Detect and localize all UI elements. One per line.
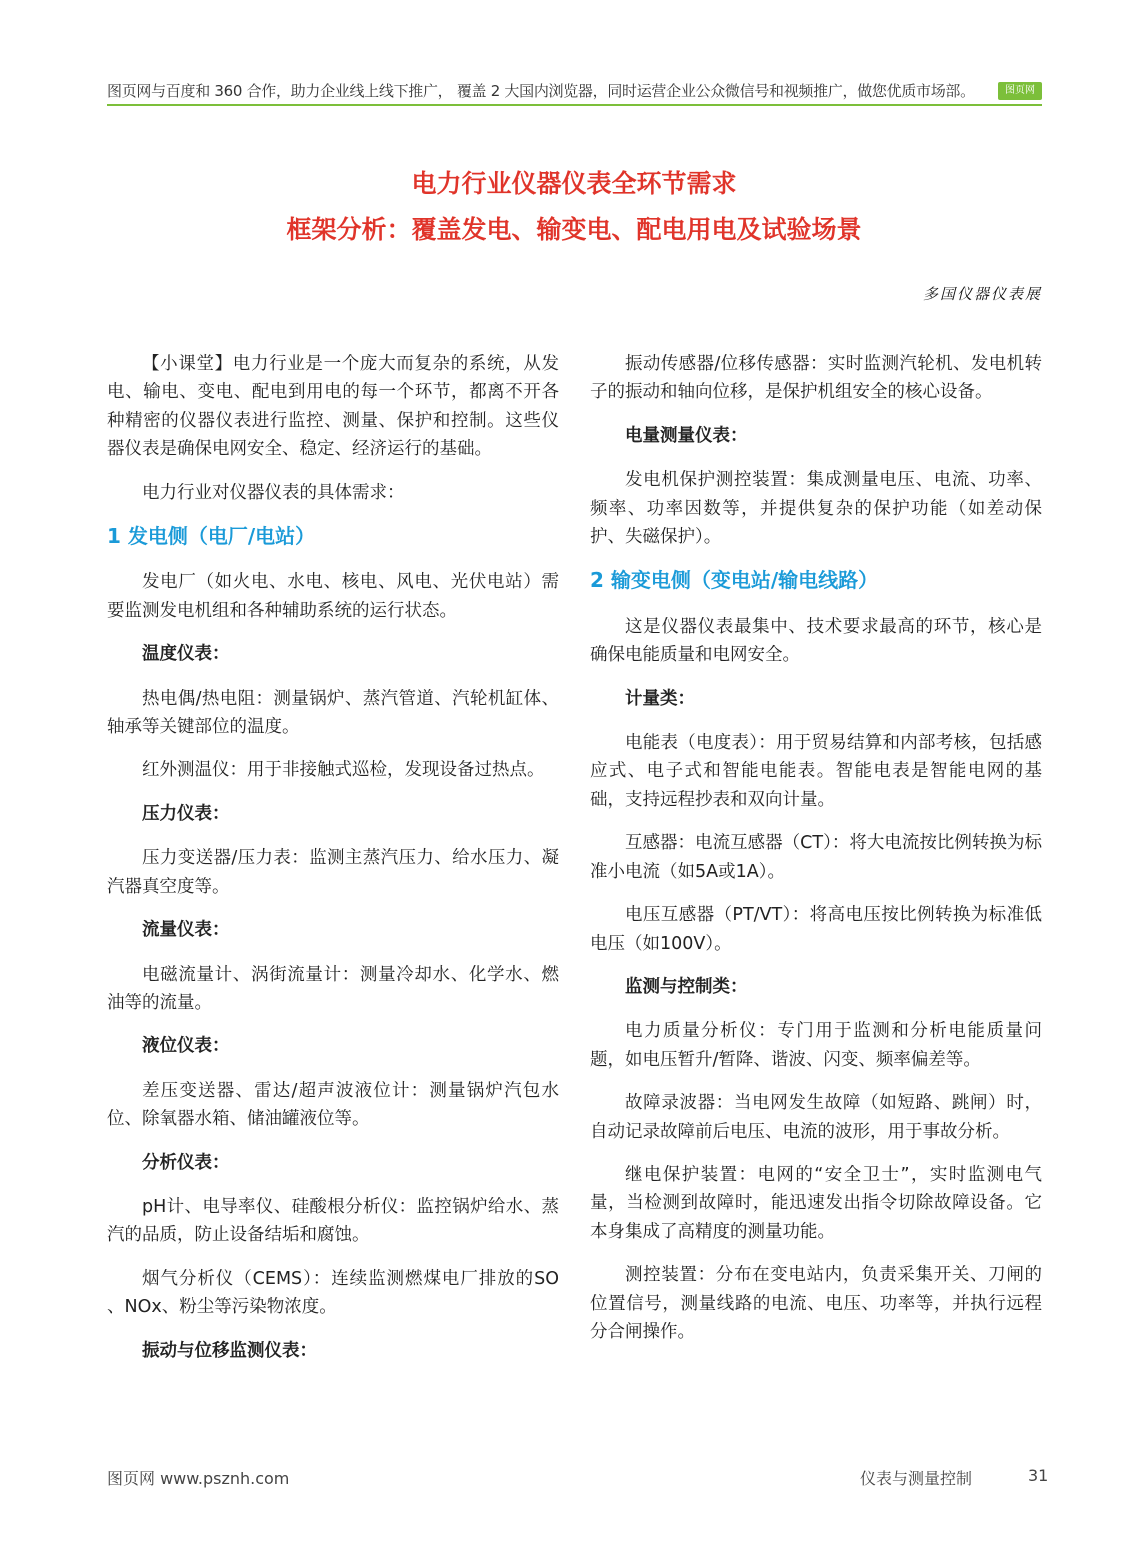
page-number: 31 [1028,1466,1049,1485]
subheading: 流量仪表： [142,920,230,941]
header-banner: 图页网与百度和 360 合作，助力企业线上线下推广， 覆盖 2 大国内浏览器，同时运营企业公众微信号和视频推广，做您优质市场部。 [107,82,975,100]
site-logo: 图页网 [998,82,1042,100]
article-title-line1: 电力行业仪器仪表全环节需求 [411,169,737,198]
paragraph: 电力行业对仪器仪表的具体需求： [142,482,405,503]
paragraph: 【小课堂】电力行业是一个庞大而复杂的系统，从发电、输电、变电、配电到用电的每一个环节，都离不开各种精密的仪器仪表进行监控、测量、保护和控制。这些仪器仪表是确保电网安全、稳定、经济运行的基础。 [107,354,559,460]
paragraph: 电能表（电度表）：用于贸易结算和内部考核，包括感应式、电子式和智能电能表。智能电表是智能电网的基础，支持远程抄表和双向计量。 [590,733,1042,810]
subheading: 液位仪表： [142,1036,230,1057]
subheading: 分析仪表： [142,1152,230,1173]
article-author: 多国仪器仪表展 [922,285,1042,303]
paragraph: 电力质量分析仪：专门用于监测和分析电能质量问题，如电压暂升/暂降、谐波、闪变、频率偏差等。 [590,1021,1042,1070]
header-divider [107,104,1042,106]
paragraph: 压力变送器/压力表：监测主蒸汽压力、给水压力、凝汽器真空度等。 [107,848,559,897]
subheading: 计量类： [625,688,695,709]
paragraph: 烟气分析仪（CEMS）：连续监测燃煤电厂排放的SO 、NOx、粉尘等污染物浓度。 [107,1268,559,1318]
paragraph: 热电偶/热电阻：测量锅炉、蒸汽管道、汽轮机缸体、轴承等关键部位的温度。 [107,688,559,738]
paragraph: 发电厂（如火电、水电、核电、风电、光伏电站）需要监测发电机组和各种辅助系统的运行状态。 [107,572,559,621]
section-heading: 2 输变电侧（变电站/输电线路） [590,568,879,593]
article-title-line2: 框架分析：覆盖发电、输变电、配电用电及试验场景 [286,215,862,244]
paragraph: pH计、电导率仪、硅酸根分析仪：监控锅炉给水、蒸汽的品质，防止设备结垢和腐蚀。 [107,1196,559,1246]
paragraph: 红外测温仪：用于非接触式巡检，发现设备过热点。 [142,760,545,781]
subheading: 监测与控制类： [625,976,748,997]
paragraph: 电磁流量计、涡街流量计：测量冷却水、化学水、燃油等的流量。 [107,964,559,1013]
paragraph: 振动传感器/位移传感器：实时监测汽轮机、发电机转子的振动和轴向位移，是保护机组安全的核心设备。 [590,354,1042,403]
subheading: 压力仪表： [142,803,230,824]
paragraph: 电压互感器（PT/VT）：将高电压按比例转换为标准低电压（如100V）。 [590,905,1042,954]
paragraph: 继电保护装置：电网的“安全卫士”，实时监测电气量，当检测到故障时，能迅速发出指令切除故障设备。它本身集成了高精度的测量功能。 [590,1164,1042,1242]
paragraph: 发电机保护测控装置：集成测量电压、电流、功率、频率、功率因数等，并提供复杂的保护功能（如差动保护、失磁保护）。 [590,470,1042,548]
right-column [590,350,1042,1361]
paragraph: 差压变送器、雷达/超声波液位计：测量锅炉汽包水位、除氧器水箱、储油罐液位等。 [107,1080,559,1130]
paragraph: 这是仪器仪表最集中、技术要求最高的环节，核心是确保电能质量和电网安全。 [590,616,1042,666]
section-heading: 1 发电侧（电厂/电站） [107,524,316,549]
left-column [107,350,559,1381]
subheading: 电量测量仪表： [625,425,748,446]
subheading: 振动与位移监测仪表： [142,1340,317,1361]
paragraph: 互感器：电流互感器（CT）：将大电流按比例转换为标准小电流（如5A或1A）。 [590,833,1042,882]
paragraph: 测控装置：分布在变电站内，负责采集开关、刀闸的位置信号，测量线路的电流、电压、功率等，并执行远程分合闸操作。 [590,1265,1042,1342]
subheading: 温度仪表： [142,644,230,665]
paragraph: 故障录波器：当电网发生故障（如短路、跳闸）时，自动记录故障前后电压、电流的波形，用于事故分析。 [590,1093,1042,1142]
footer-site: 图页网 www.psznh.com [107,1469,290,1488]
footer-section: 仪表与测量控制 [860,1469,973,1488]
